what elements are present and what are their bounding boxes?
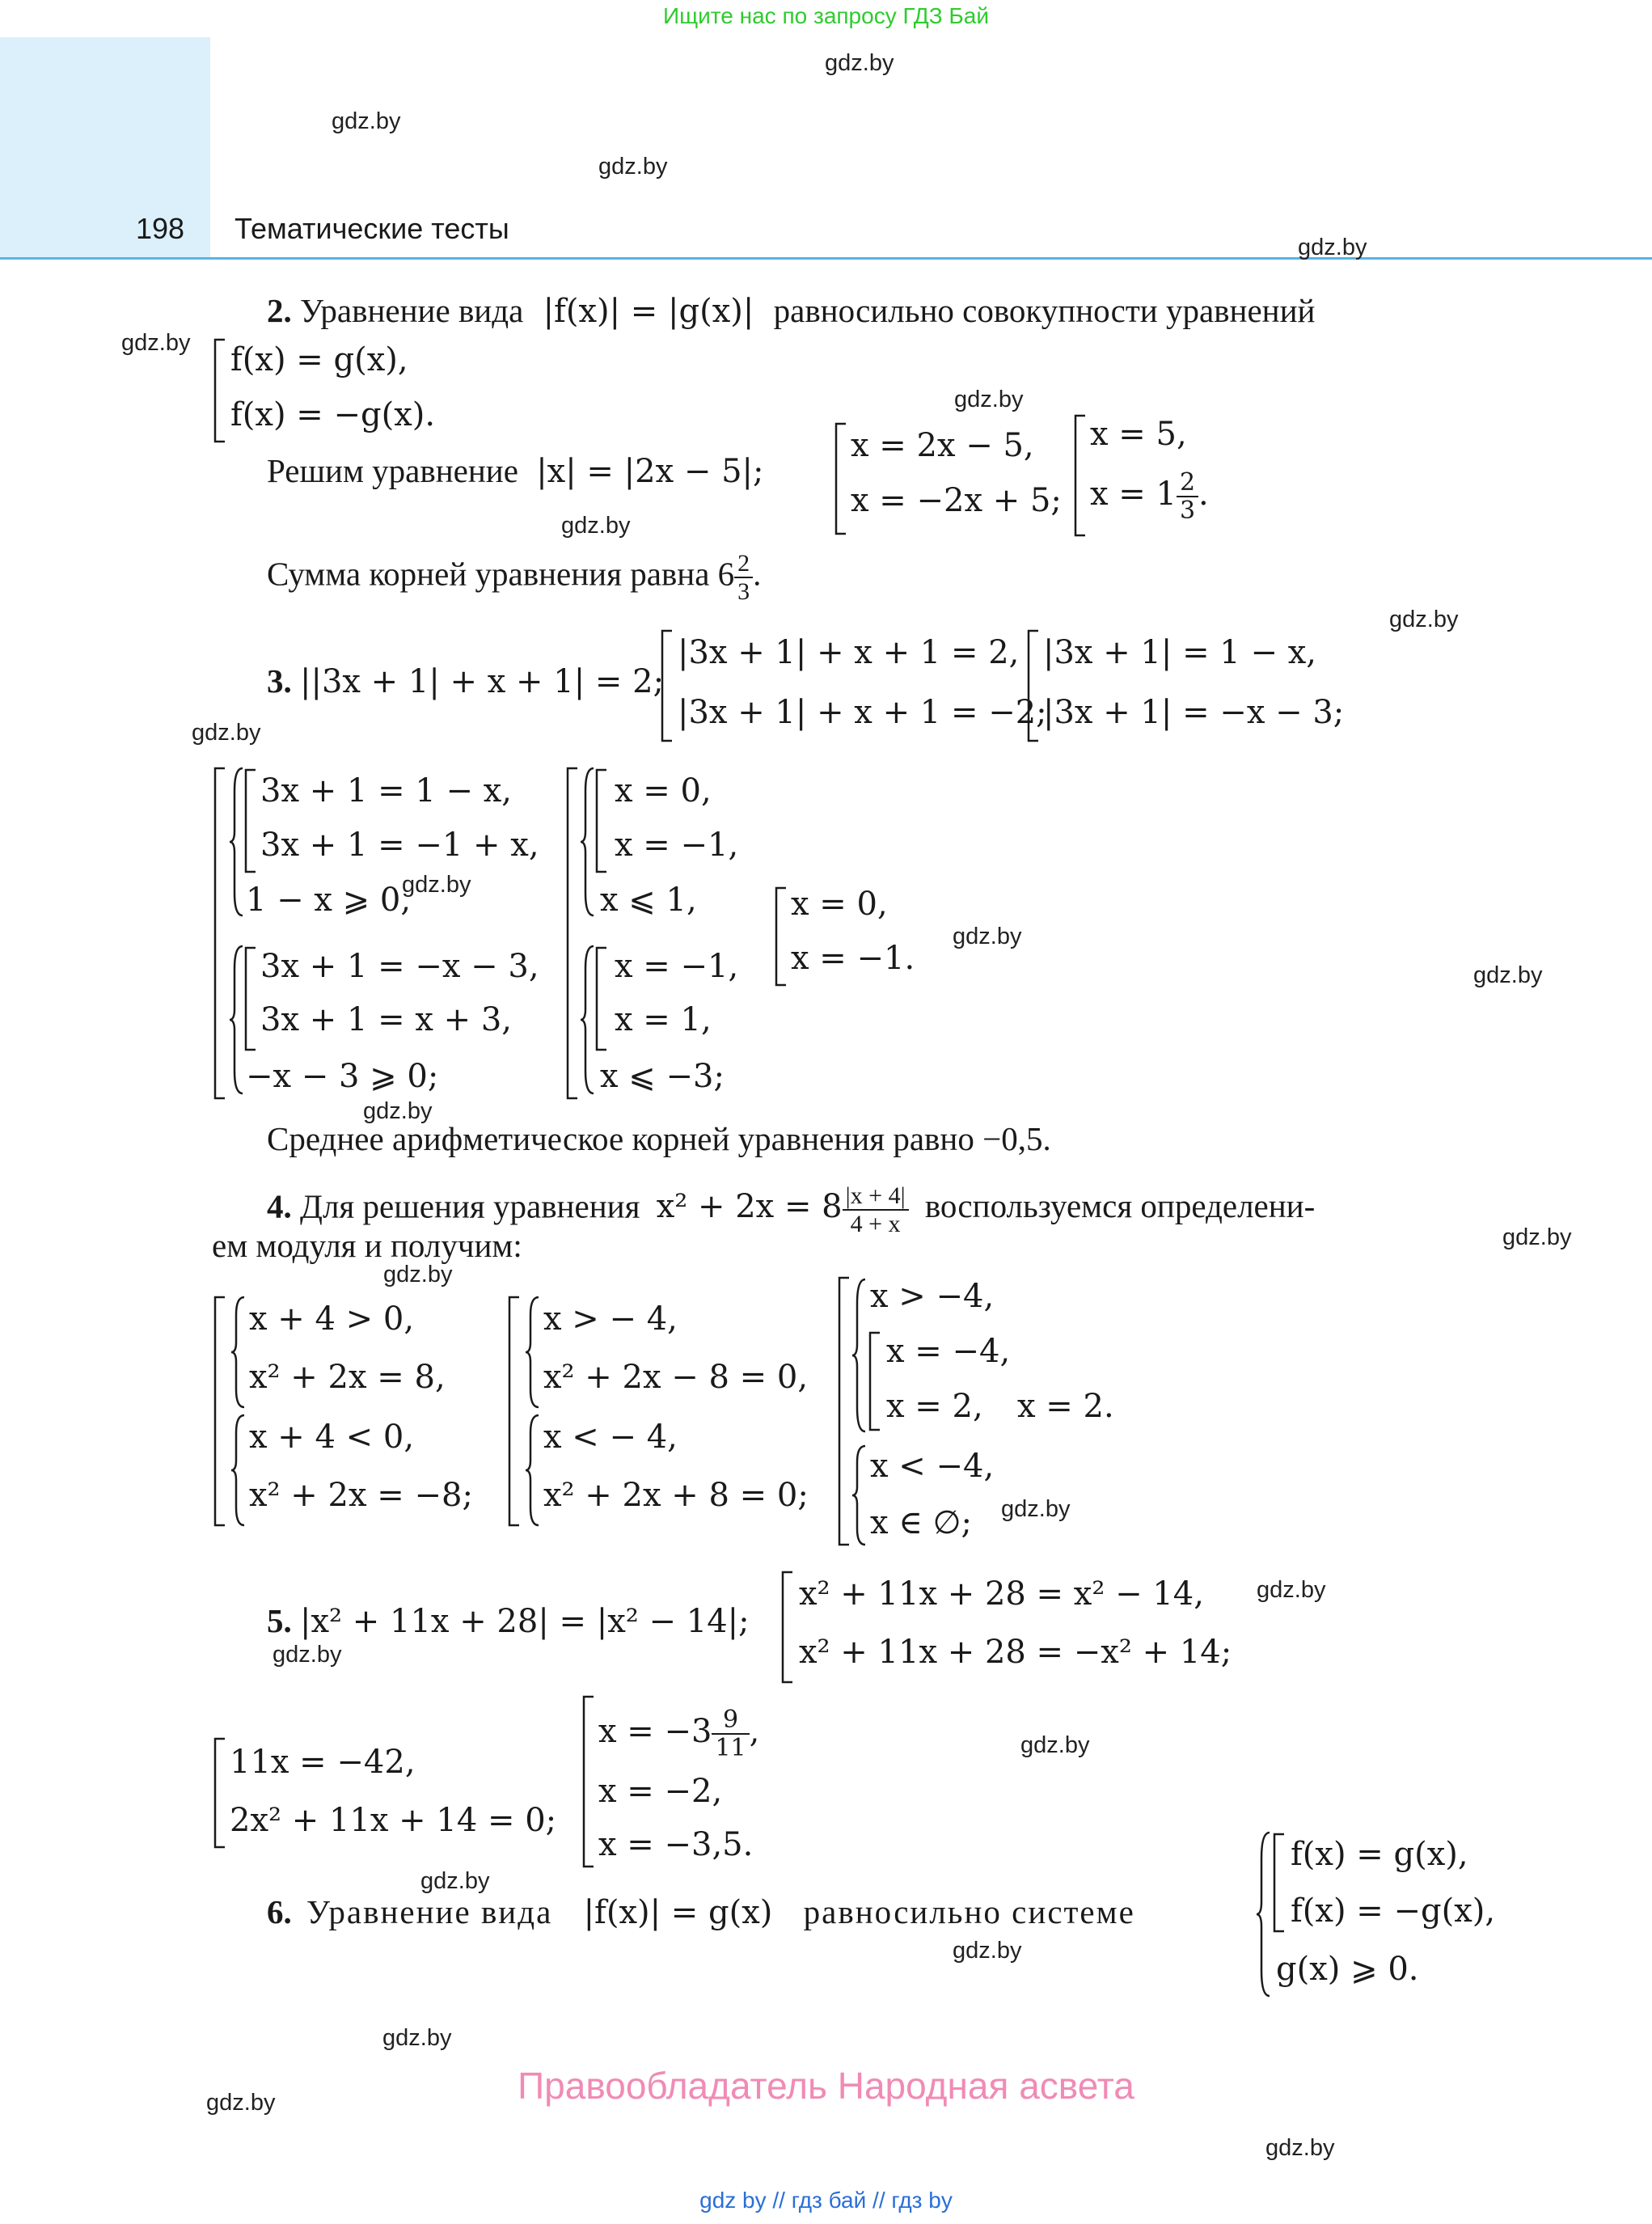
page-number: 198 bbox=[136, 212, 185, 245]
watermark: gdz.by bbox=[1502, 1224, 1572, 1250]
system-brace bbox=[230, 1296, 247, 1409]
task-number: 6. bbox=[267, 1893, 292, 1930]
math-line: x < −4, bbox=[870, 1448, 995, 1485]
task6-intro: 6. Уравнение вида |f(x)| = g(x) равносильно системе bbox=[267, 1893, 1135, 1931]
math-line: x ⩽ 1, bbox=[600, 882, 697, 919]
math-line: |3x + 1| + x + 1 = 2, bbox=[678, 634, 1020, 671]
math-line: 3x + 1 = x + 3, bbox=[260, 1001, 513, 1038]
watermark: gdz.by bbox=[206, 2090, 276, 2116]
task3-eq bbox=[267, 662, 664, 700]
math-line: f(x) = g(x), bbox=[1291, 1836, 1468, 1873]
set-bracket bbox=[1072, 414, 1088, 537]
math-line: x = 1 $\frac{2}{3}$ . bbox=[1090, 468, 1209, 525]
watermark: gdz.by bbox=[192, 720, 261, 746]
system-brace bbox=[524, 1296, 542, 1409]
watermark: gdz.by bbox=[121, 330, 191, 356]
math-line: x = −2x + 5; bbox=[851, 482, 1062, 519]
set-bracket bbox=[594, 946, 610, 1051]
set-bracket bbox=[1271, 1833, 1287, 1933]
math-line: x² + 2x − 8 = 0, bbox=[543, 1359, 809, 1396]
set-bracket bbox=[212, 767, 228, 1100]
set-bracket bbox=[1025, 629, 1041, 742]
math-line: x = −1. bbox=[791, 940, 915, 977]
math-line: |3x + 1| = −x − 3; bbox=[1043, 694, 1345, 731]
set-bracket bbox=[867, 1331, 883, 1431]
math-line: f(x) = −g(x), bbox=[1291, 1892, 1496, 1930]
math-line: 1 − x ⩾ 0, bbox=[246, 882, 412, 919]
copyright-notice: Правообладатель Народная асвета bbox=[518, 2065, 1134, 2107]
watermark: gdz.by bbox=[1020, 1732, 1090, 1758]
set-bracket bbox=[212, 1296, 228, 1527]
math-line: x² + 2x = −8; bbox=[249, 1477, 473, 1514]
math-line: f(x) = g(x), bbox=[230, 341, 408, 378]
system-brace bbox=[524, 1414, 542, 1527]
task4-intro-cont: ем модуля и получим: bbox=[212, 1227, 522, 1264]
math-line: x < − 4, bbox=[543, 1419, 678, 1456]
search-banner: Ищите нас по запросу ГДЗ Бай bbox=[662, 3, 990, 28]
math-line: x = −4, bbox=[886, 1333, 1011, 1370]
set-bracket bbox=[780, 1571, 796, 1684]
watermark: gdz.by bbox=[1389, 607, 1459, 632]
math-line: x = −3 $\frac{9}{11}$ , bbox=[598, 1706, 760, 1762]
math-line: x = 0, bbox=[615, 772, 712, 810]
system-brace bbox=[851, 1444, 868, 1546]
task4-intro: 4. Для решения уравнения x² + 2x = 8 $\frac{|x + 4|}{4 + x}$ воспользуемся определени- bbox=[267, 1182, 1316, 1237]
set-bracket bbox=[564, 767, 581, 1100]
task5-eq bbox=[267, 1601, 750, 1640]
set-bracket bbox=[212, 338, 228, 443]
math-line: g(x) ⩾ 0. bbox=[1276, 1951, 1419, 1988]
watermark: gdz.by bbox=[332, 108, 401, 134]
task2-intro: 2. Уравнение вида |f(x)| = |g(x)| равносильно совокупности уравнений bbox=[267, 292, 1316, 330]
task-number: 3. bbox=[267, 662, 292, 700]
math-expression: |x| = |2x − 5|; bbox=[536, 453, 764, 490]
set-bracket bbox=[836, 1276, 852, 1546]
math-result: x = 2. bbox=[1017, 1388, 1114, 1425]
fraction: $\frac{2}{3}$ bbox=[734, 550, 753, 605]
math-line: x = −1, bbox=[615, 827, 739, 864]
set-bracket bbox=[659, 629, 675, 742]
fraction: $\frac{2}{3}$ bbox=[1177, 469, 1198, 524]
watermark: gdz.by bbox=[383, 1262, 453, 1287]
footer-links: gdz by // гдз бай // гдз by bbox=[699, 2188, 953, 2213]
math-line: x > − 4, bbox=[543, 1300, 678, 1338]
math-line: f(x) = −g(x). bbox=[230, 396, 436, 433]
fraction: $\frac{9}{11}$ bbox=[712, 1706, 749, 1761]
fraction: $\frac{|x + 4|}{4 + x}$ bbox=[843, 1182, 909, 1237]
math-line: x² + 2x = 8, bbox=[249, 1359, 446, 1396]
math-line: x = 5, bbox=[1090, 416, 1187, 453]
math-line: x = 0, bbox=[791, 886, 888, 923]
watermark: gdz.by bbox=[1265, 2135, 1335, 2161]
math-line: x + 4 > 0, bbox=[249, 1300, 415, 1338]
math-line: x² + 11x + 28 = x² − 14, bbox=[799, 1575, 1204, 1613]
watermark: gdz.by bbox=[402, 872, 471, 898]
math-line: x > −4, bbox=[870, 1278, 995, 1315]
watermark: gdz.by bbox=[1001, 1496, 1071, 1522]
watermark: gdz.by bbox=[363, 1098, 433, 1124]
math-line: x = 2x − 5, bbox=[851, 427, 1034, 464]
math-line: x = −3,5. bbox=[598, 1826, 754, 1863]
set-bracket bbox=[212, 1737, 228, 1849]
watermark: gdz.by bbox=[382, 2025, 452, 2051]
system-brace bbox=[851, 1278, 868, 1433]
math-line: x ⩽ −3; bbox=[600, 1058, 725, 1095]
watermark: gdz.by bbox=[561, 513, 631, 539]
page-title: Тематические тесты bbox=[234, 212, 509, 245]
set-bracket bbox=[506, 1296, 522, 1527]
watermark: gdz.by bbox=[953, 924, 1022, 949]
math-expression: |f(x)| = g(x) bbox=[583, 1894, 773, 1931]
math-line: x = −2, bbox=[598, 1773, 723, 1810]
math-line: 3x + 1 = 1 − x, bbox=[260, 772, 513, 810]
set-bracket bbox=[773, 886, 789, 987]
watermark: gdz.by bbox=[1473, 962, 1543, 988]
watermark: gdz.by bbox=[953, 1938, 1022, 1964]
watermark: gdz.by bbox=[825, 50, 894, 76]
watermark: gdz.by bbox=[954, 387, 1024, 412]
set-bracket bbox=[833, 422, 849, 535]
task2-sum: Сумма корней уравнения равна 6 $\frac{2}{3}$ . bbox=[267, 550, 762, 605]
math-line: x = 2, bbox=[886, 1388, 983, 1425]
watermark: gdz.by bbox=[273, 1642, 342, 1668]
task-number: 5. bbox=[267, 1602, 292, 1639]
header-divider bbox=[0, 257, 1652, 260]
math-line: x ∈ ∅; bbox=[870, 1504, 972, 1541]
watermark: gdz.by bbox=[1298, 235, 1367, 260]
math-expression: ||3x + 1| + x + 1| = 2; bbox=[300, 663, 665, 700]
math-line: 2x² + 11x + 14 = 0; bbox=[230, 1802, 557, 1839]
math-line: 11x = −42, bbox=[230, 1744, 416, 1781]
watermark: gdz.by bbox=[598, 154, 668, 180]
math-line: 3x + 1 = −x − 3, bbox=[260, 948, 539, 985]
math-expression: |x² + 11x + 28| = |x² − 14|; bbox=[300, 1603, 750, 1640]
set-bracket bbox=[243, 946, 259, 1051]
task-number: 4. bbox=[267, 1187, 292, 1225]
math-expression: |f(x)| = |g(x)| bbox=[543, 293, 754, 330]
task3-mean: Среднее арифметическое корней уравнения равно −0,5. bbox=[267, 1120, 1051, 1157]
watermark: gdz.by bbox=[420, 1868, 490, 1894]
watermark: gdz.by bbox=[1257, 1577, 1326, 1603]
math-line: x² + 11x + 28 = −x² + 14; bbox=[799, 1634, 1232, 1671]
set-bracket bbox=[581, 1695, 597, 1868]
math-line: |3x + 1| = 1 − x, bbox=[1043, 634, 1316, 671]
task-number: 2. bbox=[267, 292, 292, 329]
math-line: −x − 3 ⩾ 0; bbox=[246, 1058, 439, 1095]
math-line: |3x + 1| + x + 1 = −2; bbox=[678, 694, 1047, 731]
system-brace bbox=[1255, 1831, 1273, 1998]
math-line: x = −1, bbox=[615, 948, 739, 985]
math-line: x = 1, bbox=[615, 1001, 712, 1038]
math-line: 3x + 1 = −1 + x, bbox=[260, 827, 539, 864]
math-line: x + 4 < 0, bbox=[249, 1419, 415, 1456]
set-bracket bbox=[594, 768, 610, 873]
task2-solve-text: Решим уравнение |x| = |2x − 5|; bbox=[267, 452, 764, 490]
set-bracket bbox=[243, 768, 259, 873]
math-line: x² + 2x + 8 = 0; bbox=[543, 1477, 809, 1514]
system-brace bbox=[230, 1414, 247, 1527]
